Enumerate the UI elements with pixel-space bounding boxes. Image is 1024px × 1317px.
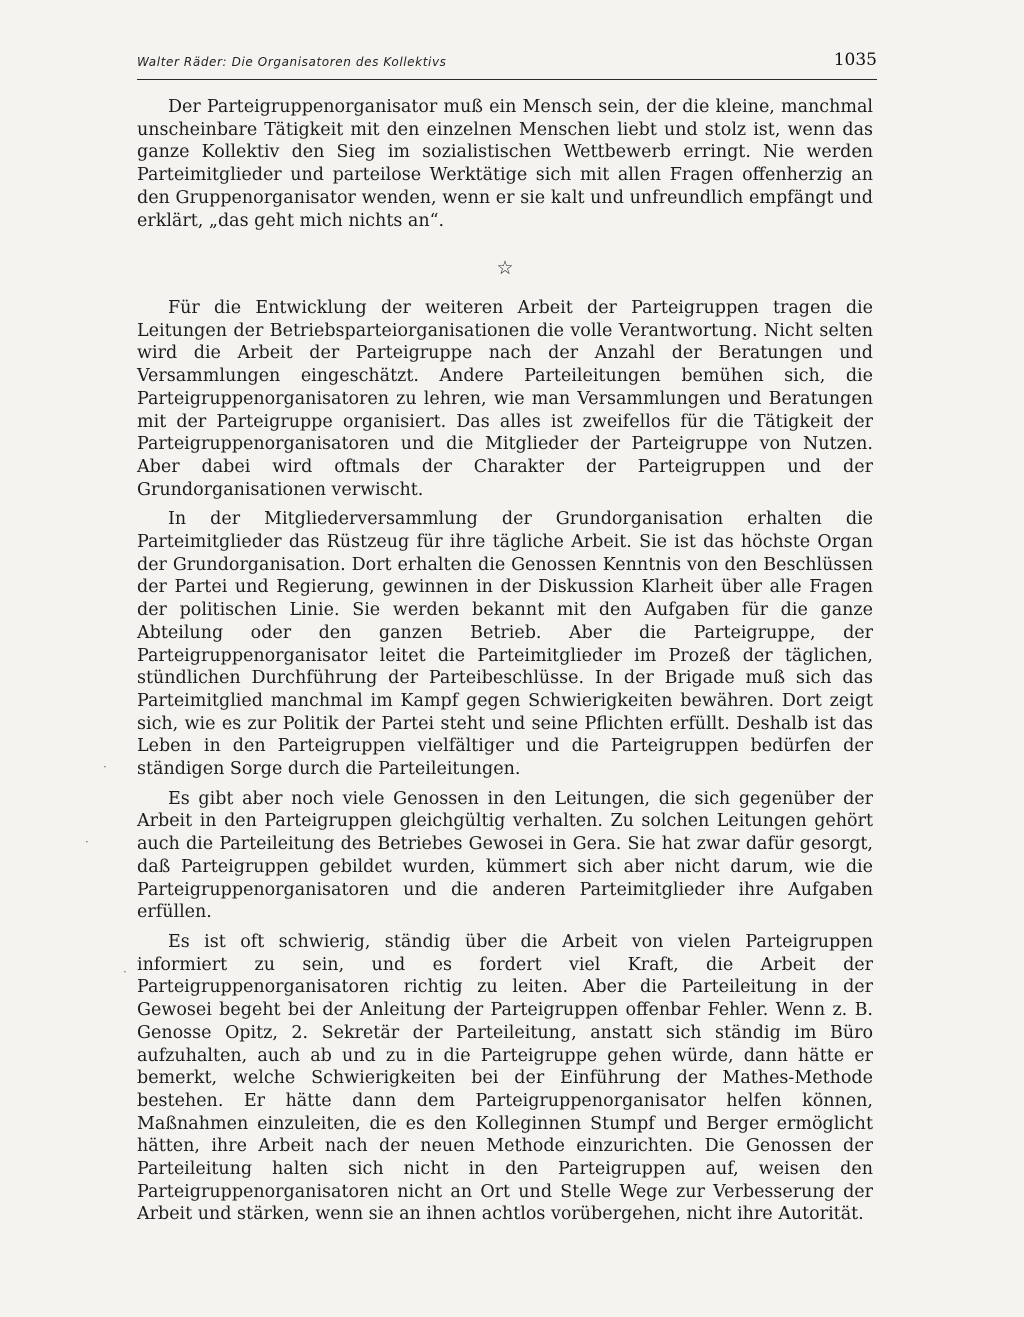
header-rule <box>137 79 877 80</box>
page-header <box>137 50 877 74</box>
paragraph-5: Es ist oft schwierig, ständig über die Arbeit von vielen Parteigruppen informiert zu sein, und es fordert viel Kraft, die Arbeit der Parteigruppenorganisatoren richtig zu leiten. Aber die Parteileitung in der Gewosei begeht bei der Anleitung der Parteigruppen offenbar Fehler. Wenn z. B. Genosse Opitz, 2. Sekretär der Parteileitung, anstatt sich ständig im Büro aufzuhalten, auch ab und zu in die Parteigruppe gehen würde, dann hätte er bemerkt, welche Schwierigkeiten bei der Einführung der Mathes-Methode bestehen. Er hätte dann dem Parteigruppenorganisator helfen können, Maßnahmen einzuleiten, die es den Kolleginnen Stumpf und Berger ermöglicht hätten, ihre Arbeit nach der neuen Methode einzurichten. Die Genossen der Parteileitung halten sich nicht in den Parteigruppen auf, weisen den Parteigruppenorganisatoren nicht an Ort und Stelle Wege zur Verbesserung der Arbeit und stärken, wenn sie an ihnen achtlos vorübergehen, nicht ihre Autorität. <box>137 931 873 1225</box>
paragraph-2: Für die Entwicklung der weiteren Arbeit der Parteigruppen tragen die Leitungen der Betriebsparteiorganisationen die volle Verantwortung. Nicht selten wird die Arbeit der Parteigruppe nach der Anzahl der Beratungen und Versammlungen eingeschätzt. Andere Parteileitungen bemühen sich, die Parteigruppenorganisatoren zu lehren, wie man Versammlungen und Beratungen mit der Parteigruppe organisiert. Das alles ist zweifellos für die Tätigkeit der Parteigruppenorganisatoren und die Mitglieder der Parteigruppe von Nutzen. Aber dabei wird oftmals der Charakter der Parteigruppen und der Grundorganisationen verwischt. <box>137 298 873 500</box>
scan-speck: · <box>85 835 89 849</box>
paragraph-4: Es gibt aber noch viele Genossen in den Leitungen, die sich gegenüber der Arbeit in den Parteigruppen gleichgültig verhalten. Zu solchen Leitungen gehört auch die Parteileitung des Betriebes Gewosei in Gera. Sie hat zwar dafür gesorgt, daß Parteigruppen gebildet wurden, kümmert sich aber nicht darum, wie die Parteigruppenorganisatoren und die anderen Parteimitglieder ihre Aufgaben erfüllen. <box>137 788 873 923</box>
paragraph-1: Der Parteigruppenorganisator muß ein Mensch sein, der die kleine, manchmal unscheinbare Tätigkeit mit den einzelnen Menschen liebt und stolz ist, wenn das ganze Kollektiv den Sieg im sozialistischen Wettbewerb erringt. Nie werden Parteimitglieder und parteilose Werktätige sich mit allen Fragen offenherzig an den Gruppenorganisator wenden, wenn er sie kalt und unfreundlich empfängt und erklärt, „das geht mich nichts an“. <box>137 97 873 231</box>
star-separator: ☆ <box>496 257 514 279</box>
paragraph-3: In der Mitgliederversammlung der Grundorganisation erhalten die Parteimitglieder das Rüstzeug für ihre tägliche Arbeit. Sie ist das höchste Organ der Grundorganisation. Dort erhalten die Genossen Kenntnis von den Beschlüssen der Partei und Regierung, gewinnen in der Diskussion Klarheit über alle Fragen der politischen Linie. Sie werden bekannt mit den Aufgaben für die ganze Abteilung oder den ganzen Betrieb. Aber die Parteigruppe, der Parteigruppenorganisator leitet die Parteimitglieder im Prozeß der täglichen, stündlichen Durchführung der Parteibeschlüsse. In der Brigade muß sich das Parteimitglied manchmal im Kampf gegen Schwierigkeiten bewähren. Dort zeigt sich, wie es zur Politik der Partei steht und seine Pflichten erfüllt. Deshalb ist das Leben in den Parteigruppen vielfältiger und die Parteigruppen bedürfen der ständigen Sorge durch die Parteileitungen. <box>137 509 873 780</box>
scan-speck: · <box>123 965 127 979</box>
page-number: 1035 <box>833 50 877 70</box>
body-text <box>137 96 873 1226</box>
running-head: Walter Räder: Die Organisatoren des Kollektivs <box>137 55 447 69</box>
scan-speck: · <box>103 760 107 774</box>
